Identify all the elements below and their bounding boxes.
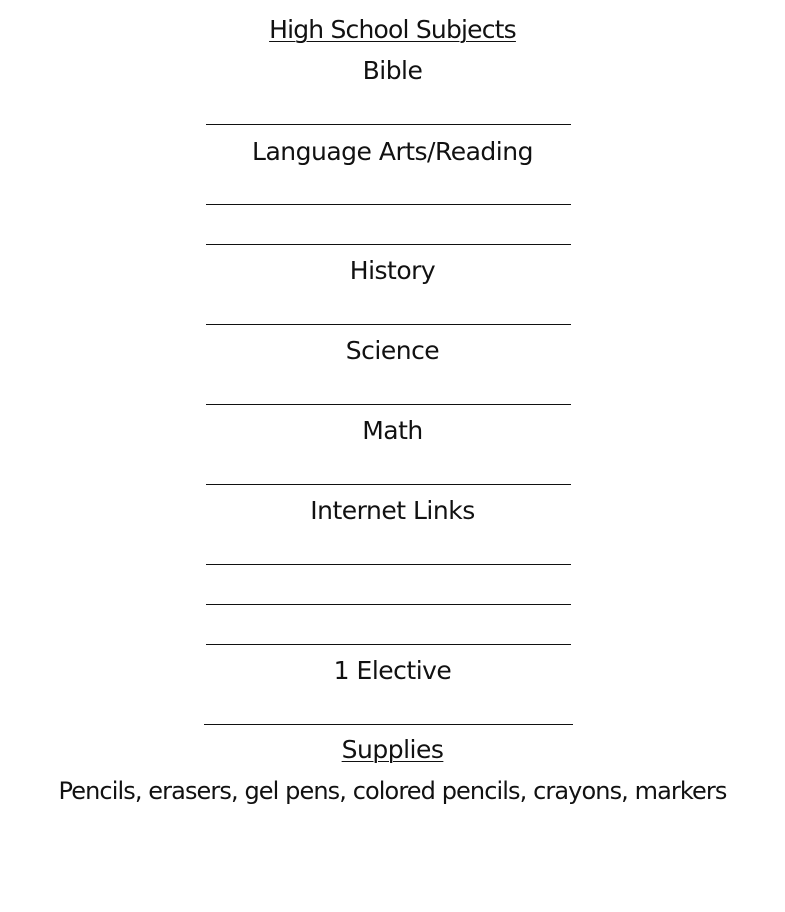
section-heading-math: Math <box>362 416 423 445</box>
writing-line <box>206 564 571 565</box>
writing-line <box>206 124 571 125</box>
writing-line <box>206 244 571 245</box>
writing-line <box>206 404 571 405</box>
supplies-heading: Supplies <box>341 735 444 764</box>
section-heading-elective: 1 Elective <box>333 656 452 685</box>
section-heading-internet-links: Internet Links <box>310 496 475 525</box>
supplies-list: Pencils, erasers, gel pens, colored pencils, crayons, markers <box>58 777 727 805</box>
writing-line <box>206 324 571 325</box>
document-title: High School Subjects <box>269 15 516 44</box>
section-heading-language-arts: Language Arts/Reading <box>252 137 533 166</box>
writing-line <box>206 604 571 605</box>
writing-line <box>206 204 571 205</box>
section-heading-bible: Bible <box>362 56 423 85</box>
writing-line <box>206 644 571 645</box>
section-heading-science: Science <box>345 336 440 365</box>
writing-line <box>206 484 571 485</box>
section-heading-history: History <box>349 256 436 285</box>
writing-line <box>204 724 573 725</box>
